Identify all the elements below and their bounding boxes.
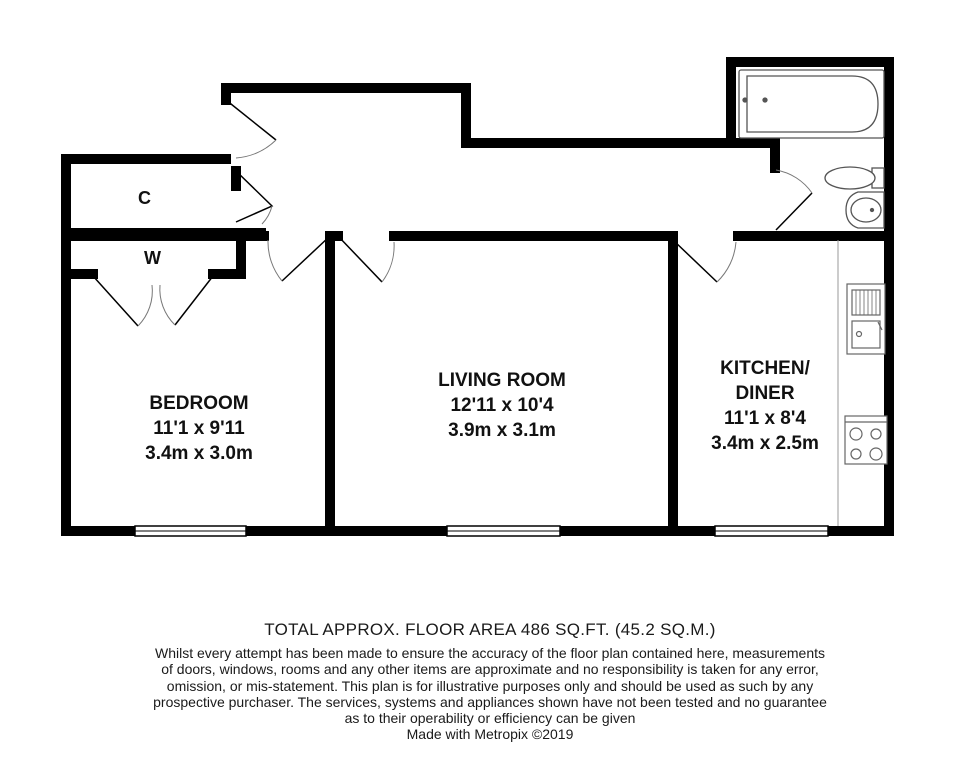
bedroom-label (114, 391, 284, 466)
disclaimer-line: omission, or mis-statement. This plan is for illustrative purposes only and should be used as such by any (166, 677, 814, 694)
wardrobe-label: W (144, 248, 161, 268)
bedroom-imperial: 11'1 x 9'11 (153, 418, 245, 439)
credit-text: Made with Metropix ©2019 (406, 726, 574, 743)
bedroom-name: BEDROOM (149, 393, 249, 414)
hob-icon (845, 416, 887, 464)
kitchen-name-line1: KITCHEN/ (720, 358, 810, 379)
toilet-icon (825, 167, 884, 189)
living-room-imperial: 12'11 x 10'4 (450, 395, 554, 416)
floor-plan-footer (0, 619, 980, 743)
wall-hall-top (226, 88, 775, 168)
doors (93, 100, 812, 326)
door-wardrobe-left (93, 276, 138, 326)
door-bedroom (282, 236, 330, 281)
kitchen-fixtures (838, 240, 887, 526)
disclaimer-line: of doors, windows, rooms and any other items are approximate and no responsibility is taken for any error, (161, 661, 819, 678)
total-floor-area: TOTAL APPROX. FLOOR AREA 486 SQ.FT. (45.2 SQ.M.) (264, 620, 716, 639)
bedroom-metric: 3.4m x 3.0m (145, 443, 253, 464)
disclaimer-line: prospective purchaser. The services, systems and appliances shown have not been tested and no guarantee (153, 693, 827, 710)
kitchen-metric: 3.4m x 2.5m (711, 433, 819, 454)
door-living (338, 236, 382, 282)
living-room-metric: 3.9m x 3.1m (448, 420, 556, 441)
windows (135, 526, 828, 536)
wall-closet-bottom (66, 228, 266, 234)
kitchen-name-line2: DINER (735, 383, 795, 404)
disclaimer-line: as to their operability or efficiency can be given (344, 710, 636, 727)
door-closet (236, 171, 272, 222)
living-room-label (412, 368, 592, 443)
door-entrance (226, 100, 276, 140)
closet-label: C (138, 188, 151, 208)
bathroom-fixtures (739, 70, 884, 228)
sink-icon (847, 284, 885, 354)
living-room-name: LIVING ROOM (438, 370, 566, 391)
kitchen-label (690, 356, 840, 456)
kitchen-imperial: 11'1 x 8'4 (724, 408, 806, 429)
disclaimer-line: Whilst every attempt has been made to ensure the accuracy of the floor plan contained here, measurements (154, 645, 826, 661)
door-kitchen (673, 240, 717, 282)
basin-icon (846, 192, 884, 228)
door-bathroom (776, 193, 812, 230)
door-wardrobe-right (175, 276, 213, 325)
disclaimer (90, 645, 890, 726)
